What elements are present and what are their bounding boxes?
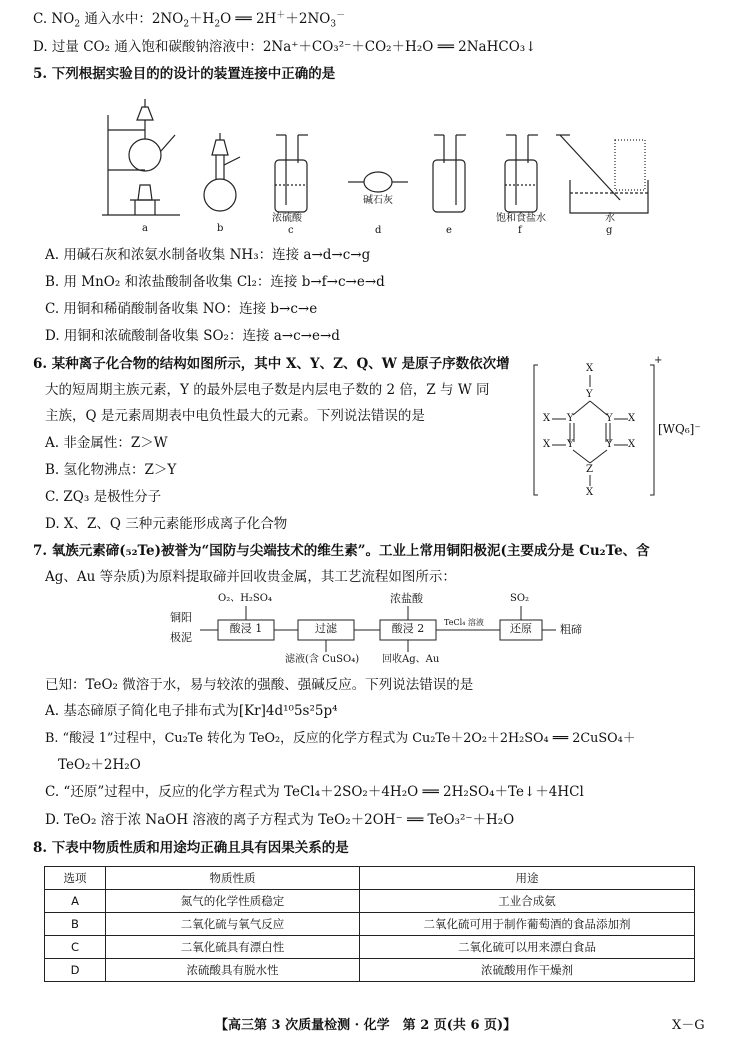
q7-option-b-1: B. “酸浸 1”过程中，Cu₂Te 转化为 TeO₂，反应的化学方程式为 Cu₂Te＋2O₂＋2H₂SO₄ ══ 2CuSO₄＋	[45, 731, 636, 746]
q4-option-d: D. 过量 CO₂ 通入饱和碳酸钠溶液中：2Na⁺＋CO₃²⁻＋CO₂＋H₂O ══ 2NaHCO₃↓	[33, 39, 537, 55]
cell-property: 浓硫酸具有脱水性	[106, 959, 360, 982]
flow-box-1: 酸浸 1	[229, 622, 263, 635]
flow-recover: 回收Ag、Au	[382, 654, 440, 665]
apparatus-drawing	[100, 95, 660, 235]
label-g-reagent: 水	[605, 213, 615, 224]
q6-stem-2: 大的短周期主族元素，Y 的最外层电子数是内层电子数的 2 倍，Z 与 W 同	[45, 382, 490, 398]
label-a: a	[142, 223, 148, 234]
flow-input-1: 铜阳	[170, 611, 192, 624]
atom-x-left2: X	[543, 439, 551, 450]
cell-option: A	[45, 890, 106, 913]
cell-property: 二氧化硫具有漂白性	[106, 936, 360, 959]
q6-option-a: A. 非金属性：Z＞W	[45, 435, 168, 451]
flow-reagent-3: SO₂	[510, 593, 530, 604]
q8-table	[44, 866, 695, 982]
label-d-reagent: 碱石灰	[363, 195, 393, 206]
q6-option-c: C. ZQ₃ 是极性分子	[45, 489, 162, 505]
cell-use: 二氧化硫可用于制作葡萄酒的食品添加剂	[360, 913, 695, 936]
cell-use: 浓硫酸用作干燥剂	[360, 959, 695, 982]
q6-structure-figure	[530, 355, 720, 500]
flow-output: 粗碲	[560, 623, 582, 636]
table-row	[45, 959, 695, 982]
label-b: b	[217, 223, 224, 234]
atom-y-top: Y	[586, 389, 593, 400]
atom-x-bottom: X	[586, 487, 594, 498]
flow-reagent-1: O₂、H₂SO₄	[218, 593, 272, 604]
q6-stem-1: 6. 某种离子化合物的结构如图所示，其中 X、Y、Z、Q、W 是原子序数依次增	[33, 356, 510, 372]
atom-z: Z	[586, 464, 593, 475]
table-header-row	[45, 867, 695, 890]
q7-flowchart	[170, 592, 610, 672]
q5-option-d: D. 用铜和浓硫酸制备收集 SO₂：连接 a→c→e→d	[45, 328, 340, 344]
label-f: f	[518, 225, 522, 236]
q7-option-d: D. TeO₂ 溶于浓 NaOH 溶液的离子方程式为 TeO₂＋2OH⁻ ══ TeO₃²⁻＋H₂O	[45, 812, 515, 828]
flow-box-2: 过滤	[315, 622, 337, 635]
cell-option: D	[45, 959, 106, 982]
table-row	[45, 913, 695, 936]
label-c-reagent: 浓硫酸	[272, 213, 302, 224]
table-row	[45, 890, 695, 913]
atom-y-left1: Y	[567, 413, 574, 424]
cell-option: C	[45, 936, 106, 959]
header-use: 用途	[360, 867, 695, 890]
atom-x-right1: X	[628, 413, 636, 424]
q7-option-c: C. “还原”过程中，反应的化学方程式为 TeCl₄＋2SO₂＋4H₂O ══ 2H₂SO₄＋Te↓＋4HCl	[45, 784, 584, 800]
label-f-reagent: 饱和食盐水	[496, 213, 546, 224]
atom-y-right2: Y	[606, 439, 613, 450]
anion-label: [WQ₆]⁻	[658, 422, 701, 436]
q5-option-a: A. 用碱石灰和浓氨水制备收集 NH₃：连接 a→d→c→g	[45, 247, 371, 263]
q7-stem-2: Ag、Au 等杂质)为原料提取碲并回收贵金属，其工艺流程如图所示：	[45, 569, 456, 585]
q6-stem-3: 主族，Q 是元素周期表中电负性最大的元素。下列说法错误的是	[45, 408, 425, 424]
atom-x-top: X	[586, 363, 594, 374]
footer-text: 【高三第 3 次质量检测 · 化学 第 2 页(共 6 页)】	[215, 1018, 517, 1033]
cell-property: 二氧化硫与氧气反应	[106, 913, 360, 936]
cell-use: 工业合成氨	[360, 890, 695, 913]
cell-option: B	[45, 913, 106, 936]
cell-use: 二氧化硫可以用来漂白食品	[360, 936, 695, 959]
q8-stem: 8. 下表中物质性质和用途均正确且具有因果关系的是	[33, 840, 349, 856]
cation-charge: +	[654, 355, 663, 366]
q5-option-c: C. 用铜和稀硝酸制备收集 NO：连接 b→c→e	[45, 301, 318, 317]
table-row	[45, 936, 695, 959]
label-g: g	[606, 225, 613, 236]
footer-code: X－G	[672, 1018, 705, 1033]
flow-input-2: 极泥	[170, 631, 192, 644]
q5-stem: 5. 下列根据实验目的的设计的装置连接中正确的是	[33, 66, 336, 82]
atom-y-right1: Y	[606, 413, 613, 424]
atom-x-left1: X	[543, 413, 551, 424]
flow-box-4: 还原	[510, 622, 532, 635]
header-option: 选项	[45, 867, 106, 890]
flow-filtrate: 滤液(含 CuSO₄)	[285, 654, 360, 665]
q7-option-b-2: TeO₂＋2H₂O	[58, 757, 141, 773]
q7-known: 已知：TeO₂ 微溶于水，易与较浓的强酸、强碱反应。下列说法错误的是	[45, 677, 474, 693]
q5-option-b: B. 用 MnO₂ 和浓盐酸制备收集 Cl₂：连接 b→f→c→e→d	[45, 274, 385, 290]
flow-reagent-2: 浓盐酸	[390, 592, 423, 605]
label-e: e	[446, 225, 452, 236]
q6-option-d: D. X、Z、Q 三种元素能形成离子化合物	[45, 516, 288, 532]
q7-option-a: A. 基态碲原子简化电子排布式为[Kr]4d¹⁰5s²5p⁴	[45, 703, 338, 719]
atom-y-left2: Y	[567, 439, 574, 450]
q6-option-b: B. 氢化物沸点：Z＞Y	[45, 462, 177, 478]
header-property: 物质性质	[106, 867, 360, 890]
q4-option-c: C. $NO_2$ 通入水中：$2NO_2+H_2O$ ══ $2H^++2NO_3^-$	[33, 10, 346, 30]
flow-arrow-label: TeCl₄ 溶液	[444, 618, 484, 627]
cell-property: 氮气的化学性质稳定	[106, 890, 360, 913]
flow-box-3: 酸浸 2	[391, 622, 425, 635]
q7-stem-1: 7. 氧族元素碲(₅₂Te)被誉为“国防与尖端技术的维生素”。工业上常用铜阳极泥(主要成分是 Cu₂Te、含	[33, 543, 650, 559]
q5-apparatus-figure	[100, 95, 660, 235]
label-d: d	[375, 225, 382, 236]
label-c: c	[288, 225, 294, 236]
atom-x-right2: X	[628, 439, 636, 450]
